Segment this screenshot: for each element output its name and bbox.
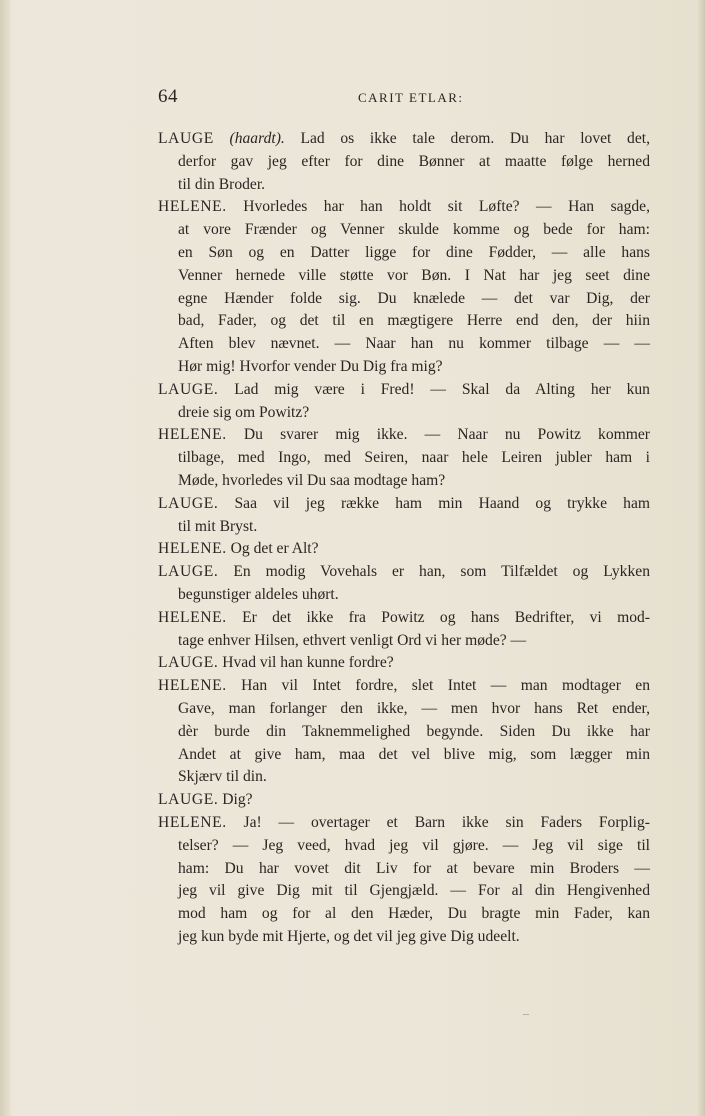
speaker-name: HELENE.	[158, 198, 227, 216]
speech-3	[158, 379, 650, 425]
speech-line	[158, 196, 650, 219]
speech-line	[158, 675, 650, 698]
line-text: Møde, hvorledes vil Du saa modtage ham?	[178, 471, 446, 489]
speech-line	[158, 630, 650, 653]
page-number: 64	[158, 86, 178, 107]
line-text: jeg kun byde mit Hjerte, og det vil jeg give Dig udeelt.	[178, 927, 520, 945]
speech-5	[158, 493, 650, 539]
line-text: Er det ikke fra Powitz og hans Bedrifter, vi mod-	[242, 608, 650, 626]
line-text: begunstiger aldeles uhørt.	[178, 585, 339, 603]
page-mark	[523, 1014, 529, 1015]
line-text: telser? — Jeg veed, hvad jeg vil gjøre. — Jeg vil sige til	[178, 836, 650, 854]
line-text: tage enhver Hilsen, ethvert venligt Ord vi her møde? —	[178, 631, 527, 649]
line-text: tilbage, med Ingo, med Seiren, naar hele Leiren jubler ham i	[178, 449, 650, 467]
line-text: at vore Frænder og Venner skulde komme og bede for ham:	[178, 221, 650, 239]
speech-line	[158, 903, 650, 926]
line-text: Gave, man forlanger den ikke, — men hvor hans Ret ender,	[178, 699, 650, 717]
speech-line	[158, 561, 650, 584]
speech-line	[158, 128, 650, 151]
line-text: Lad os ikke tale derom. Du har lovet det,	[300, 130, 650, 147]
speaker-name: HELENE.	[158, 426, 227, 444]
speech-6	[158, 538, 650, 561]
speech-12	[158, 812, 650, 949]
page-left-edge	[0, 0, 10, 1116]
speech-line	[158, 766, 650, 789]
speaker-name: LAUGE.	[158, 380, 219, 398]
line-text: dreie sig om Powitz?	[178, 403, 310, 421]
line-text: Saa vil jeg række ham min Haand og trykke ham	[234, 494, 650, 512]
page-right-edge	[697, 0, 705, 1116]
line-text: ham: Du har vovet dit Liv for at bevare min Broders —	[178, 859, 650, 877]
line-text: bad, Fader, og det til en mægtigere Herre end den, der hiin	[178, 312, 650, 330]
line-text: Ja! — overtager et Barn ikke sin Faders Forplig-	[243, 813, 650, 831]
speech-line	[158, 288, 650, 311]
speaker-name: HELENE.	[158, 540, 227, 558]
speech-9	[158, 652, 650, 675]
speech-line	[158, 151, 650, 174]
line-text: en Søn og en Datter ligge for dine Fødder, — alle hans	[178, 243, 650, 261]
line-text: En modig Vovehals er han, som Tilfældet og Lykken	[233, 563, 650, 581]
line-text: Aften blev nævnet. — Naar han nu kommer tilbage — —	[178, 335, 650, 353]
line-text: Skjærv til din.	[178, 768, 267, 786]
speech-line	[158, 607, 650, 630]
speech-line	[158, 493, 650, 516]
line-text: Lad mig være i Fred! — Skal da Alting her kun	[234, 380, 650, 398]
speech-line	[158, 219, 650, 242]
running-title: CARIT ETLAR:	[358, 90, 464, 105]
speaker-name: LAUGE.	[158, 563, 219, 581]
stage-direction: (haardt).	[229, 130, 285, 147]
line-text: Hør mig! Hvorfor vender Du Dig fra mig?	[178, 357, 443, 375]
speech-8	[158, 607, 650, 653]
speech-line	[158, 447, 650, 470]
speaker-name: HELENE.	[158, 813, 227, 831]
speaker-name: HELENE.	[158, 677, 227, 695]
speech-7	[158, 561, 650, 607]
speech-11	[158, 789, 650, 812]
speaker-name: HELENE.	[158, 608, 227, 626]
line-text: Og det er Alt?	[230, 540, 319, 558]
speech-line	[158, 858, 650, 881]
speech-line	[158, 744, 650, 767]
line-text: derfor gav jeg efter for dine Bønner at maatte følge herned	[178, 152, 650, 170]
speech-line	[158, 835, 650, 858]
line-text: mod ham og for al den Hæder, Du bragte min Fader, kan	[178, 905, 650, 923]
speech-line	[158, 789, 650, 812]
page-header	[158, 86, 648, 108]
speech-line	[158, 516, 650, 539]
speech-line	[158, 333, 650, 356]
line-text: Andet at give ham, maa det vel blive mig, som lægger min	[178, 745, 650, 763]
line-text: Han vil Intet fordre, slet Intet — man modtager en	[241, 677, 650, 695]
speech-line	[158, 721, 650, 744]
speech-2	[158, 196, 650, 378]
line-text: til mit Bryst.	[178, 517, 258, 535]
speech-line	[158, 265, 650, 288]
speech-line	[158, 310, 650, 333]
speaker-name: LAUGE.	[158, 791, 219, 809]
speech-line	[158, 242, 650, 265]
speaker-name: LAUGE.	[158, 494, 219, 512]
speech-line	[158, 926, 650, 949]
speech-4	[158, 424, 650, 492]
line-text: Venner hernede ville støtte vor Bøn. I Nat har jeg seet dine	[178, 266, 650, 284]
speech-1	[158, 128, 650, 196]
speech-10	[158, 675, 650, 789]
speaker-name: LAUGE	[158, 130, 214, 147]
speech-line	[158, 356, 650, 379]
line-text: jeg vil give Dig mit til Gjengjæld. — For al din Hengivenhed	[178, 882, 650, 900]
speech-line	[158, 812, 650, 835]
speech-line	[158, 880, 650, 903]
line-text: til din Broder.	[178, 175, 266, 193]
line-text: egne Hænder folde sig. Du knælede — det var Dig, der	[178, 289, 650, 307]
speech-line	[158, 402, 650, 425]
line-text: Hvad vil han kunne fordre?	[222, 654, 394, 672]
speaker-name: LAUGE.	[158, 654, 219, 672]
speech-line	[158, 379, 650, 402]
speech-line	[158, 424, 650, 447]
line-text: Du svarer mig ikke. — Naar nu Powitz kommer	[243, 426, 650, 444]
line-text: Hvorledes har han holdt sit Løfte? — Han sagde,	[243, 198, 650, 216]
line-text: Dig?	[222, 791, 253, 809]
speech-line	[158, 538, 650, 561]
speech-line	[158, 652, 650, 675]
speech-line	[158, 174, 650, 197]
line-text: dèr burde din Taknemmelighed begynde. Siden Du ikke har	[178, 722, 650, 740]
speech-line	[158, 584, 650, 607]
dialogue-text	[158, 128, 650, 949]
speech-line	[158, 698, 650, 721]
speech-line	[158, 470, 650, 493]
